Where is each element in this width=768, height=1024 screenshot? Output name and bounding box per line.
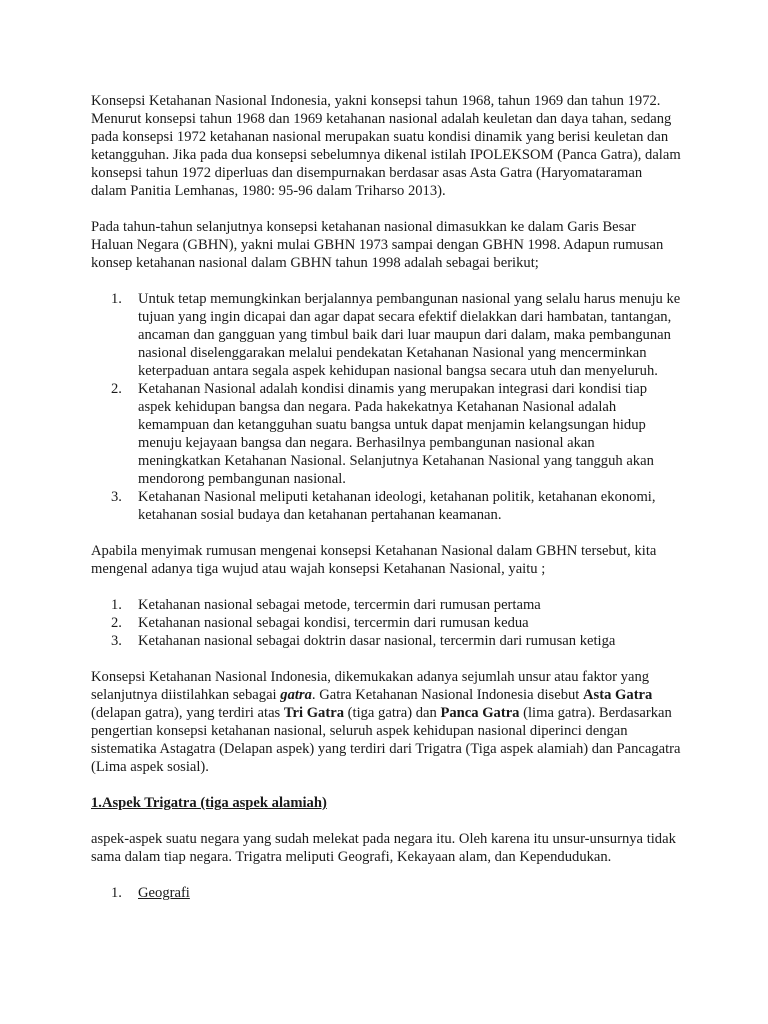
list-item [91, 290, 681, 380]
list-item [91, 884, 681, 902]
list-number: 2. [111, 615, 122, 631]
term-asta-gatra: Asta Gatra [583, 687, 653, 703]
term-panca-gatra: Panca Gatra [440, 705, 520, 721]
list-item [91, 488, 681, 524]
paragraph-three-forms: Apabila menyimak rumusan mengenai konsepsi Ketahanan Nasional dalam GBHN tersebut, kita mengenal adanya tiga wujud atau wajah konsepsi Ketahanan Nasional, yaitu ; [91, 543, 657, 577]
list-number: 1. [111, 885, 122, 901]
list-item [91, 614, 681, 632]
list-item-text: Ketahanan nasional sebagai kondisi, tercermin dari rumusan kedua [138, 615, 529, 631]
text-run: (delapan gatra), yang terdiri atas [91, 705, 284, 721]
list-number: 1. [111, 291, 122, 307]
list-item-text: Ketahanan nasional sebagai doktrin dasar nasional, tercermin dari rumusan ketiga [138, 633, 616, 649]
list-number: 3. [111, 633, 122, 649]
paragraph-trigatra: aspek-aspek suatu negara yang sudah melekat pada negara itu. Oleh karena itu unsur-unsurnya tidak sama dalam tiap negara. Trigatra meliputi Geografi, Kekayaan alam, dan Kependudukan. [91, 831, 676, 865]
trigatra-list [91, 884, 681, 902]
list-item-text: Untuk tetap memungkinkan berjalannya pembangunan nasional yang selalu harus menuju ke tujuan yang ingin dicapai dan agar dapat secara efektif dielakkan dari hambatan, tantangan, ancaman dan gangguan yang timbul baik dari luar maupun dari dalam, maka pembangunan nasional diselenggarakan melalui pendekatan Ketahanan Nasional yang mencerminkan keterpaduan antara segala aspek kehidupan nasional bangsa secara utuh dan menyeluruh. [138, 291, 681, 379]
three-forms-list [91, 596, 681, 650]
paragraph-intro: Konsepsi Ketahanan Nasional Indonesia, yakni konsepsi tahun 1968, tahun 1969 dan tahun 1972. Menurut konsepsi tahun 1968 dan 1969 ketahanan nasional adalah keuletan dan daya tahan, sedang pada konsepsi 1972 ketahanan nasional merupakan suatu kondisi dinamik yang berisi keuletan dan ketangguhan. Jika pada dua konsepsi sebelumnya dikenal istilah IPOLEKSOM (Panca Gatra), dalam konsepsi tahun 1972 diperluas dan disempurnakan berdasar asas Asta Gatra (Haryomataraman dalam Panitia Lemhanas, 1980: 95-96 dalam Triharso 2013). [91, 93, 681, 199]
list-item [91, 632, 681, 650]
list-item-text: Ketahanan Nasional meliputi ketahanan ideologi, ketahanan politik, ketahanan ekonomi, ketahanan sosial budaya dan ketahanan pertahanan keamanan. [138, 489, 656, 523]
text-run: (tiga gatra) dan [344, 705, 441, 721]
paragraph-asta-gatra [91, 668, 681, 776]
term-tri-gatra: Tri Gatra [283, 705, 344, 721]
paragraph-gbhn: Pada tahun-tahun selanjutnya konsepsi ketahanan nasional dimasukkan ke dalam Garis Besar Haluan Negara (GBHN), yakni mulai GBHN 1973 sampai dengan GBHN 1998. Adapun rumusan konsep ketahanan nasional dalam GBHN tahun 1998 adalah sebagai berikut; [91, 219, 664, 271]
text-run: (lima gatra). Berdasarkan pengertian konsepsi ketahanan nasional, seluruh aspek kehidupan nasional diperinci dengan sistematika Astagatra (Delapan aspek) yang terdiri dari Trigatra (Tiga aspek alamiah) dan Pancagatra (Lima aspek sosial). [91, 705, 681, 775]
list-item [91, 596, 681, 614]
gbhn-formulation-list [91, 290, 681, 524]
list-item-text: Ketahanan Nasional adalah kondisi dinamis yang merupakan integrasi dari kondisi tiap aspek kehidupan bangsa dan negara. Pada hakekatnya Ketahanan Nasional adalah kemampuan dan ketangguhan suatu bangsa untuk dapat menjamin kelangsungan hidup menuju kejayaan bangsa dan negara. Berhasilnya pembangunan nasional akan meningkatkan Ketahanan Nasional. Selanjutnya Ketahanan Nasional yang tangguh akan mendorong pembangunan nasional. [138, 381, 654, 487]
section-heading: 1.Aspek Trigatra (tiga aspek alamiah) [91, 795, 327, 811]
list-item-text: Geografi [138, 885, 190, 901]
emphasis-gatra: gatra [280, 687, 312, 703]
text-run: . Gatra Ketahanan Nasional Indonesia disebut [311, 687, 584, 703]
text-run: Konsepsi Ketahanan Nasional Indonesia, dikemukakan adanya sejumlah unsur atau faktor yang selanjutnya diistilahkan sebagai [91, 669, 650, 703]
list-number: 3. [111, 489, 122, 505]
list-item [91, 380, 681, 488]
list-item-text: Ketahanan nasional sebagai metode, tercermin dari rumusan pertama [138, 597, 541, 613]
document-page [91, 92, 681, 920]
list-number: 1. [111, 597, 122, 613]
list-number: 2. [111, 381, 122, 397]
